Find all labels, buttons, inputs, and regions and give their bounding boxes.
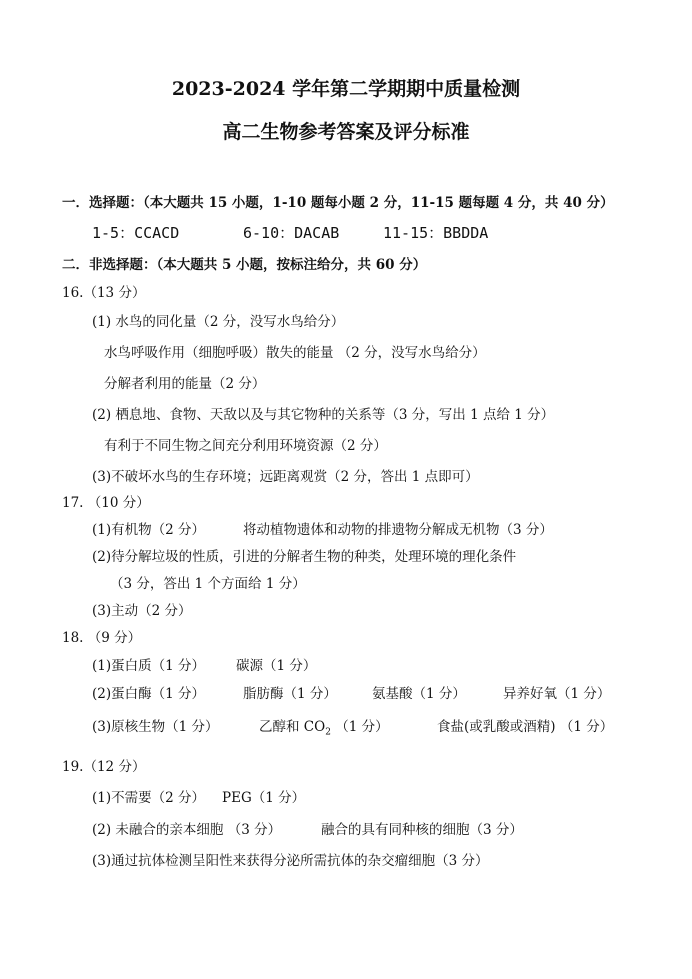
q19-line: (3)通过抗体检测呈阳性来获得分泌所需抗体的杂交瘤细胞（3 分）	[92, 853, 489, 869]
q18-item: 脂肪酶（1 分）	[243, 686, 337, 702]
q18-item: (2)蛋白酶（1 分）	[92, 686, 206, 702]
q18-item: 碳源（1 分）	[236, 658, 317, 674]
subscript-2: 2	[325, 727, 331, 738]
q18-item: 氨基酸（1 分）	[372, 686, 466, 702]
document-subtitle: 高二生物参考答案及评分标准	[222, 121, 470, 143]
mc-answers-11-15: 11-15：BBDDA	[383, 224, 489, 242]
q19-line: 融合的具有同种核的细胞（3 分）	[321, 822, 523, 838]
q16-line: 分解者利用的能量（2 分）	[104, 376, 266, 392]
section-one-heading: 一．选择题：（本大题共 15 小题，1-10 题每小题 2 分，11-15 题每题 4 分，共 40 分）	[62, 195, 614, 211]
q19-heading: 19.（12 分）	[62, 759, 146, 775]
q16-line: (2) 栖息地、食物、天敌以及与其它物种的关系等（3 分，写出 1 点给 1 分）	[92, 407, 555, 423]
q19-line: (2) 未融合的亲本细胞 （3 分）	[92, 822, 282, 838]
mc-answers-1-5: 1-5：CCACD	[92, 224, 180, 242]
q18-item: (1)蛋白质（1 分）	[92, 658, 206, 674]
q17-line: （3 分，答出 1 个方面给 1 分）	[110, 576, 306, 592]
q17-line: (1)有机物（2 分）	[92, 522, 206, 538]
q18-item	[259, 715, 389, 738]
q17-line: 将动植物遗体和动物的排遗物分解成无机物（3 分）	[243, 522, 553, 538]
q18-item: 食盐(或乳酸或酒精) （1 分）	[437, 719, 614, 735]
q17-heading: 17. （10 分）	[62, 495, 150, 511]
q19-line: (1)不需要（2 分）	[92, 790, 206, 806]
q18-item: (3)原核生物（1 分）	[92, 719, 219, 735]
q17-line: (2)待分解垃圾的性质，引进的分解者生物的种类，处理环境的理化条件	[92, 549, 517, 565]
section-two-heading: 二．非选择题：（本大题共 5 小题，按标注给分，共 60 分）	[62, 257, 427, 273]
q18-heading: 18. （9 分）	[62, 630, 142, 646]
q16-line: (3)不破坏水鸟的生存环境；远距离观赏（2 分，答出 1 点即可）	[92, 469, 479, 485]
q16-line: 有利于不同生物之间充分利用环境资源（2 分）	[104, 438, 387, 454]
document-title: 2023-2024 学年第二学期期中质量检测	[171, 78, 521, 100]
q18-ethanol-co2-text: 乙醇和 CO	[259, 719, 326, 735]
q16-line: (1) 水鸟的同化量（2 分，没写水鸟给分）	[92, 314, 345, 330]
q18-item: 异养好氧（1 分）	[503, 686, 611, 702]
q16-heading: 16.（13 分）	[62, 285, 146, 301]
mc-answers-6-10: 6-10：DACAB	[243, 224, 340, 242]
q19-line: PEG（1 分）	[222, 790, 306, 806]
q18-score: （1 分）	[330, 719, 389, 735]
q17-line: (3)主动（2 分）	[92, 603, 192, 619]
q16-line: 水鸟呼吸作用（细胞呼吸）散失的能量 （2 分，没写水鸟给分）	[104, 345, 486, 361]
